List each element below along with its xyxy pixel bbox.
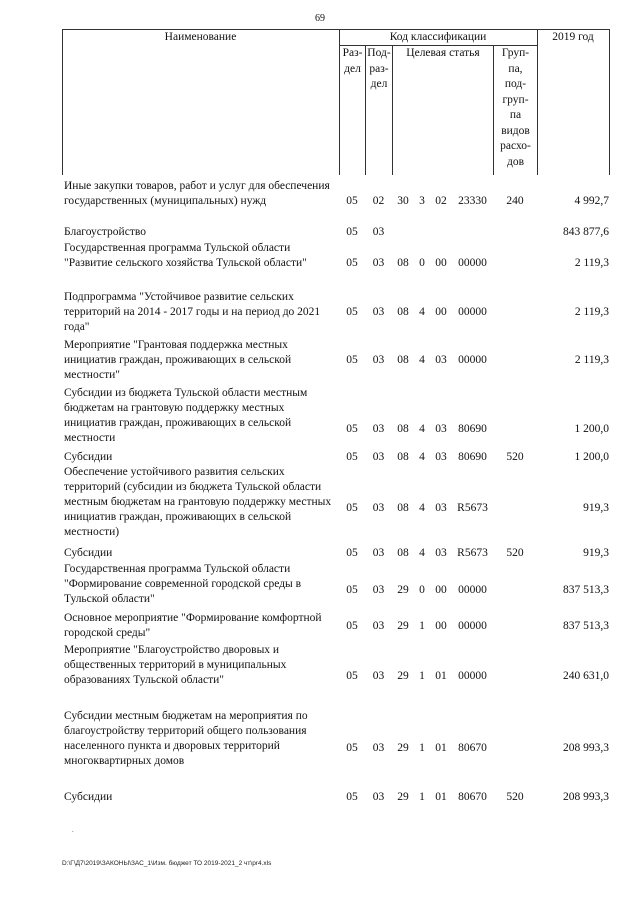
row-target-3: 03 <box>435 451 447 463</box>
row-amount: 2 119,3 <box>574 306 609 318</box>
row-podrazdel: 03 <box>372 584 385 596</box>
row-target-1: 08 <box>397 257 409 269</box>
row-target-3: 03 <box>435 547 447 559</box>
row-target-1: 29 <box>397 670 409 682</box>
row-target-3: 00 <box>435 584 447 596</box>
row-amount: 2 119,3 <box>574 354 609 366</box>
row-podrazdel: 03 <box>372 547 385 559</box>
row-target-1: 08 <box>397 423 409 435</box>
row-amount: 208 993,3 <box>563 791 609 803</box>
row-razdel: 05 <box>346 742 358 754</box>
row-amount: 4 992,7 <box>574 195 609 207</box>
row-target-1: 08 <box>397 354 409 366</box>
row-target-4: 00000 <box>458 584 487 596</box>
row-podrazdel: 03 <box>372 423 385 435</box>
row-target-1: 29 <box>397 620 409 632</box>
row-target-2: 1 <box>419 791 425 803</box>
row-target-2: 4 <box>419 306 425 318</box>
row-name: Государственная программа Тульской области "Развитие сельского хозяйства Тульской области" <box>64 242 307 269</box>
header-podrazdel: Под- раз- дел <box>367 47 391 90</box>
row-target-3: 03 <box>435 423 447 435</box>
row-target-3: 00 <box>435 306 447 318</box>
header-code-group: Код классификации <box>389 31 487 43</box>
row-amount: 843 877,6 <box>563 226 609 238</box>
row-amount: 837 513,3 <box>563 620 609 632</box>
row-group: 520 <box>506 547 524 559</box>
row-amount: 1 200,0 <box>574 451 609 463</box>
row-name: Мероприятие "Благоустройство дворовых и общественных территорий в муниципальных образованиях Тульской области" <box>64 644 287 686</box>
row-podrazdel: 03 <box>372 257 385 269</box>
row-amount: 208 993,3 <box>563 742 609 754</box>
row-group: 240 <box>506 195 524 207</box>
row-target-1: 29 <box>397 791 409 803</box>
header-year: 2019 год <box>552 31 594 43</box>
header-name: Наименование <box>164 31 237 43</box>
row-target-1: 29 <box>397 584 409 596</box>
row-target-3: 00 <box>435 257 447 269</box>
row-group: 520 <box>506 451 524 463</box>
row-target-4: 80690 <box>458 423 487 435</box>
row-target-1: 29 <box>397 742 409 754</box>
row-target-1: 08 <box>397 451 409 463</box>
row-target-2: 0 <box>419 584 425 596</box>
page-number: 69 <box>315 13 325 24</box>
row-razdel: 05 <box>346 306 358 318</box>
row-podrazdel: 03 <box>372 226 385 238</box>
row-target-3: 01 <box>435 742 447 754</box>
row-target-4: 00000 <box>458 354 487 366</box>
row-target-4: 80670 <box>458 742 487 754</box>
row-razdel: 05 <box>346 423 358 435</box>
header-group: Груп- па, под- груп- па видов расхо- дов <box>500 47 531 168</box>
row-target-4: 00000 <box>458 670 487 682</box>
row-target-3: 03 <box>435 502 447 514</box>
row-target-4: R5673 <box>457 547 488 559</box>
row-razdel: 05 <box>346 547 358 559</box>
row-podrazdel: 03 <box>372 791 385 803</box>
row-name: Субсидии местным бюджетам на мероприятия по благоустройству территорий общего пользования населенного пункта и дворовых территорий многоквартирных домов <box>64 710 308 767</box>
row-name: Подпрограмма "Устойчивое развитие сельских территорий на 2014 - 2017 годы и на период до 2021 года" <box>64 291 321 333</box>
row-name: Мероприятие "Грантовая поддержка местных инициатив граждан, проживающих в сельской местности" <box>64 339 292 381</box>
row-name: Обеспечение устойчивого развития сельских территорий (субсидии из бюджета Тульской области местным бюджетам на грантовую поддержку местных инициатив граждан, проживающих в сельской местности) <box>64 466 332 538</box>
row-target-2: 1 <box>419 742 425 754</box>
row-target-1: 08 <box>397 502 409 514</box>
row-podrazdel: 03 <box>372 670 385 682</box>
row-target-3: 03 <box>435 354 447 366</box>
row-razdel: 05 <box>346 584 358 596</box>
row-name: Субсидии <box>64 547 113 559</box>
row-target-3: 01 <box>435 791 447 803</box>
row-razdel: 05 <box>346 257 358 269</box>
row-podrazdel: 03 <box>372 502 385 514</box>
row-target-3: 02 <box>435 195 447 207</box>
scan-mark: . <box>72 826 74 834</box>
row-amount: 2 119,3 <box>574 257 609 269</box>
row-target-3: 00 <box>435 620 447 632</box>
row-amount: 919,3 <box>583 502 609 514</box>
row-razdel: 05 <box>346 226 358 238</box>
row-razdel: 05 <box>346 502 358 514</box>
row-name: Субсидии из бюджета Тульской области местным бюджетам на грантовую поддержку местных инициатив граждан, проживающих в сельской местности <box>64 387 308 444</box>
row-target-2: 1 <box>419 670 425 682</box>
row-podrazdel: 02 <box>372 195 385 207</box>
row-amount: 1 200,0 <box>574 423 609 435</box>
row-name: Субсидии <box>64 451 113 463</box>
row-razdel: 05 <box>346 451 358 463</box>
row-target-4: 23330 <box>458 195 487 207</box>
row-razdel: 05 <box>346 670 358 682</box>
row-podrazdel: 03 <box>372 354 385 366</box>
row-target-3: 01 <box>435 670 447 682</box>
row-target-4: 80690 <box>458 451 487 463</box>
row-amount: 240 631,0 <box>563 670 609 682</box>
row-podrazdel: 03 <box>372 451 385 463</box>
row-target-4: 00000 <box>458 257 487 269</box>
row-podrazdel: 03 <box>372 742 385 754</box>
row-target-4: 00000 <box>458 620 487 632</box>
row-razdel: 05 <box>346 195 358 207</box>
row-target-2: 4 <box>419 451 425 463</box>
header-razdel: Раз- дел <box>342 47 363 75</box>
row-name: Благоустройство <box>64 226 146 238</box>
row-target-2: 4 <box>419 423 425 435</box>
row-target-4: 80670 <box>458 791 487 803</box>
row-name: Государственная программа Тульской области "Формирование современной городской среды в Тульской области" <box>64 563 302 605</box>
row-amount: 837 513,3 <box>563 584 609 596</box>
row-target-2: 0 <box>419 257 425 269</box>
row-target-4: R5673 <box>457 502 488 514</box>
row-podrazdel: 03 <box>372 620 385 632</box>
row-target-1: 08 <box>397 547 409 559</box>
footer-file-path: D:\Г\Д7\2019\ЗАКОНЫ\ЗАС_1\Изм. бюджет ТО 2019-2021_2 чт\pr4.xls <box>62 860 272 867</box>
row-target-1: 08 <box>397 306 409 318</box>
header-target: Целевая статья <box>406 47 480 59</box>
row-target-2: 1 <box>419 620 425 632</box>
row-amount: 919,3 <box>583 547 609 559</box>
row-razdel: 05 <box>346 354 358 366</box>
row-name: Иные закупки товаров, работ и услуг для обеспечения государственных (муниципальных) нужд <box>64 180 330 207</box>
row-name: Субсидии <box>64 791 113 803</box>
row-podrazdel: 03 <box>372 306 385 318</box>
row-razdel: 05 <box>346 791 358 803</box>
row-target-2: 4 <box>419 502 425 514</box>
row-group: 520 <box>506 791 524 803</box>
row-target-4: 00000 <box>458 306 487 318</box>
row-name: Основное мероприятие "Формирование комфортной городской среды" <box>64 612 322 639</box>
row-target-1: 30 <box>397 195 409 207</box>
row-razdel: 05 <box>346 620 358 632</box>
row-target-2: 4 <box>419 547 425 559</box>
row-target-2: 3 <box>419 195 425 207</box>
row-target-2: 4 <box>419 354 425 366</box>
